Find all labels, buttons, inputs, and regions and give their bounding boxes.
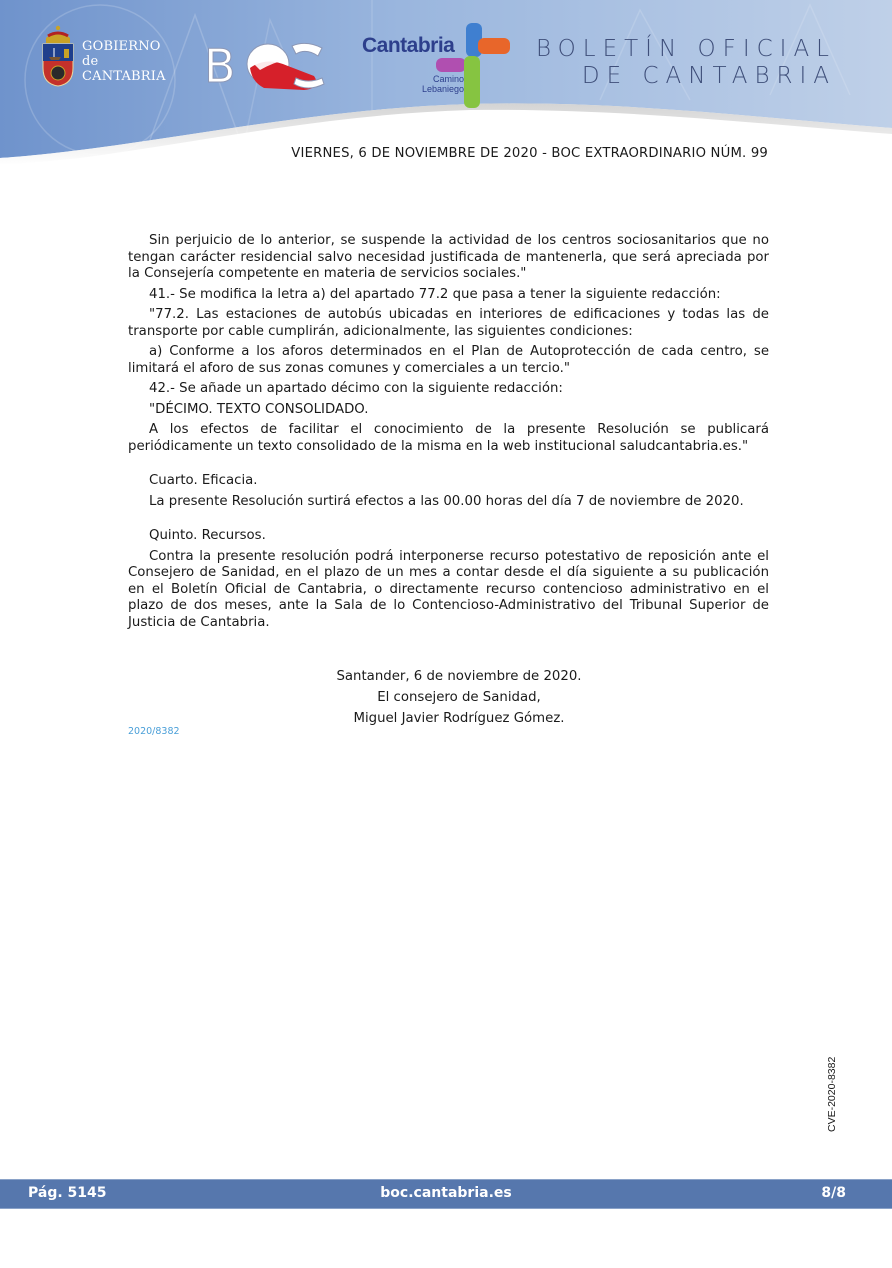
- section-heading-cuarto: Cuarto. Eficacia.: [149, 473, 258, 488]
- gobierno-line2: de: [82, 54, 99, 69]
- cve-code: CVE-2020-8382: [826, 1056, 838, 1132]
- boc-logo: [204, 38, 328, 90]
- camino-text: Camino: [432, 74, 464, 84]
- header-banner: [0, 0, 892, 165]
- coat-of-arms-icon: [40, 24, 76, 88]
- signature-name: Miguel Javier Rodríguez Gómez.: [353, 711, 565, 726]
- paragraph: 42.- Se añade un apartado décimo con la siguiente redacción:: [149, 381, 563, 396]
- document-body: [128, 233, 769, 635]
- paragraph: "77.2. Las estaciones de autobús ubicadas en interiores de edificaciones y todas las de transporte por cable cumplirán, adicionalmente, las siguientes condiciones:: [128, 307, 769, 339]
- paragraph: Sin perjuicio de lo anterior, se suspende la actividad de los centros sociosanitarios que no tengan carácter residencial salvo necesidad justificada de mantenerla, que será apreciada por la Consejería competente en materia de servicios sociales.": [128, 233, 769, 281]
- gobierno-line1: GOBIERNO: [82, 39, 161, 54]
- gobierno-text: [82, 39, 166, 84]
- cantabria-text: Cantabria: [362, 34, 455, 57]
- page-number: Pág. 5145: [28, 1185, 107, 1201]
- cantabria-camino-lebaniego-logo: [360, 20, 520, 110]
- camino-lebaniego-text: [406, 74, 464, 94]
- boletin-title: [536, 36, 836, 90]
- issue-date-line: VIERNES, 6 DE NOVIEMBRE DE 2020 - BOC EXTRAORDINARIO NÚM. 99: [291, 146, 768, 161]
- reference-number: 2020/8382: [128, 726, 180, 737]
- section-heading-quinto: Quinto. Recursos.: [149, 528, 266, 543]
- page-count: 8/8: [821, 1185, 846, 1201]
- paragraph: Contra la presente resolución podrá interponerse recurso potestativo de reposición ante el Consejero de Sanidad, en el plazo de un mes a contar desde el día siguiente a su publicación en el Boletín Oficial de Cantabria, o directamente recurso contencioso administrativo en el plazo de dos meses, ante la Sala de lo Contencioso-Administrativo del Tribunal Superior de Justicia de Cantabria.: [128, 548, 769, 630]
- paragraph: 41.- Se modifica la letra a) del apartado 77.2 que pasa a tener la siguiente redacción:: [149, 286, 721, 302]
- lebaniego-text: Lebaniego: [421, 84, 464, 94]
- paragraph: a) Conforme a los aforos determinados en el Plan de Autoprotección de cada centro, se limitará el aforo de sus zonas comunes y comerciales a un tercio.": [128, 344, 769, 376]
- svg-text:B: B: [204, 39, 236, 90]
- page-footer: [0, 1179, 892, 1209]
- paragraph: A los efectos de facilitar el conocimiento de la presente Resolución se publicará periódicamente un texto consolidado de la misma en la web institucional saludcantabria.es.": [128, 422, 769, 454]
- gobierno-line3: CANTABRIA: [82, 69, 166, 84]
- site-link[interactable]: boc.cantabria.es: [380, 1185, 512, 1201]
- paragraph: "DÉCIMO. TEXTO CONSOLIDADO.: [149, 401, 369, 417]
- signature-role: El consejero de Sanidad,: [377, 690, 541, 705]
- signature-place-date: Santander, 6 de noviembre de 2020.: [336, 669, 582, 684]
- title-line2: DE CANTABRIA: [581, 63, 836, 89]
- title-line1: BOLETÍN OFICIAL: [536, 36, 836, 62]
- signature-block: [128, 666, 790, 729]
- gobierno-cantabria-logo: [40, 24, 180, 88]
- paragraph: La presente Resolución surtirá efectos a las 00.00 horas del día 7 de noviembre de 2020.: [149, 493, 744, 509]
